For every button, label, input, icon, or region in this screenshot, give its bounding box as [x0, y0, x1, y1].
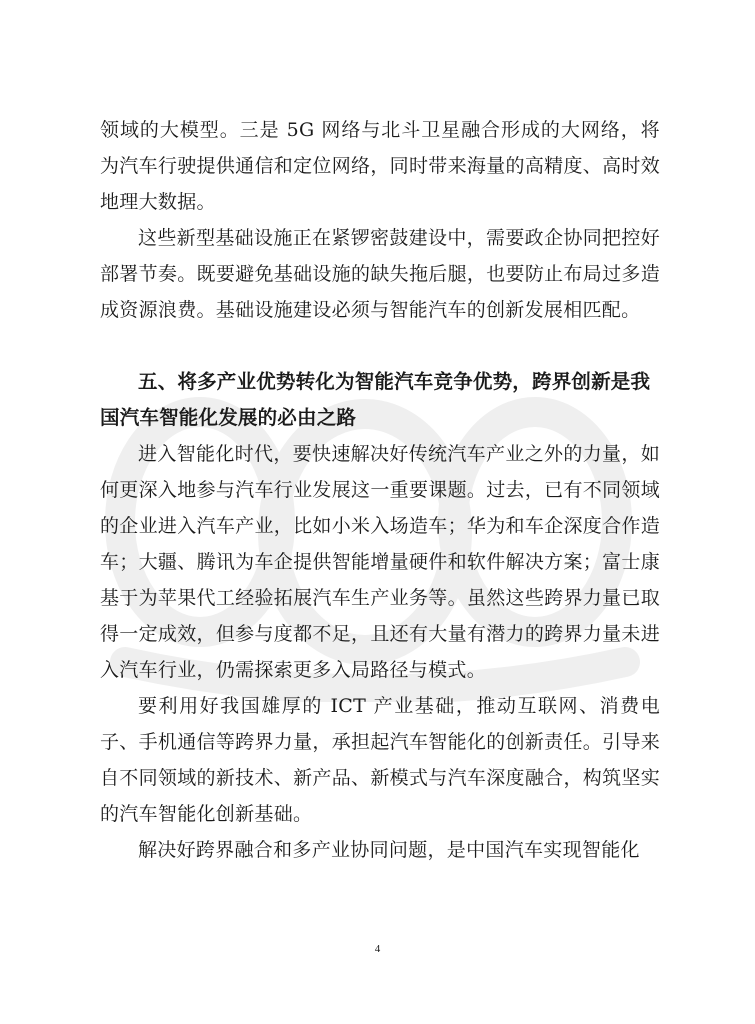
paragraph: 这些新型基础设施正在紧锣密鼓建设中，需要政企协同把控好部署节奏。既要避免基础设施的缺失拖后腿，也要防止布局过多造成资源浪费。基础设施建设必须与智能汽车的创新发展相匹配。 [100, 227, 660, 321]
section-spacer [100, 328, 660, 364]
paragraph: 进入智能化时代，要快速解决好传统汽车产业之外的力量，如何更深入地参与汽车行业发展这一重要课题。过去，已有不同领域的企业进入汽车产业，比如小米入场造车；华为和车企深度合作造车；大疆、腾讯为车企提供智能增量硬件和软件解决方案；富士康基于为苹果代工经验拓展汽车生产业务等。虽然这些跨界力量已取得一定成效，但参与度都不足，且还有大量有潜力的跨界力量未进入汽车行业，仍需探索更多入局路径与模式。 [100, 443, 660, 681]
page-number: 4 [374, 943, 381, 955]
document-body [100, 112, 660, 868]
paragraph: 解决好跨界融合和多产业协同问题，是中国汽车实现智能化 [138, 839, 640, 861]
paragraph: 领域的大模型。三是 5G 网络与北斗卫星融合形成的大网络，将为汽车行驶提供通信和定位网络，同时带来海量的高精度、高时效地理大数据。 [100, 119, 660, 213]
paragraph: 要利用好我国雄厚的 ICT 产业基础，推动互联网、消费电子、手机通信等跨界力量，承担起汽车智能化的创新责任。引导来自不同领域的新技术、新产品、新模式与汽车深度融合，构筑坚实的汽车智能化创新基础。 [100, 695, 660, 825]
section-heading: 五、将多产业优势转化为智能汽车竞争优势，跨界创新是我国汽车智能化发展的必由之路 [100, 370, 651, 429]
